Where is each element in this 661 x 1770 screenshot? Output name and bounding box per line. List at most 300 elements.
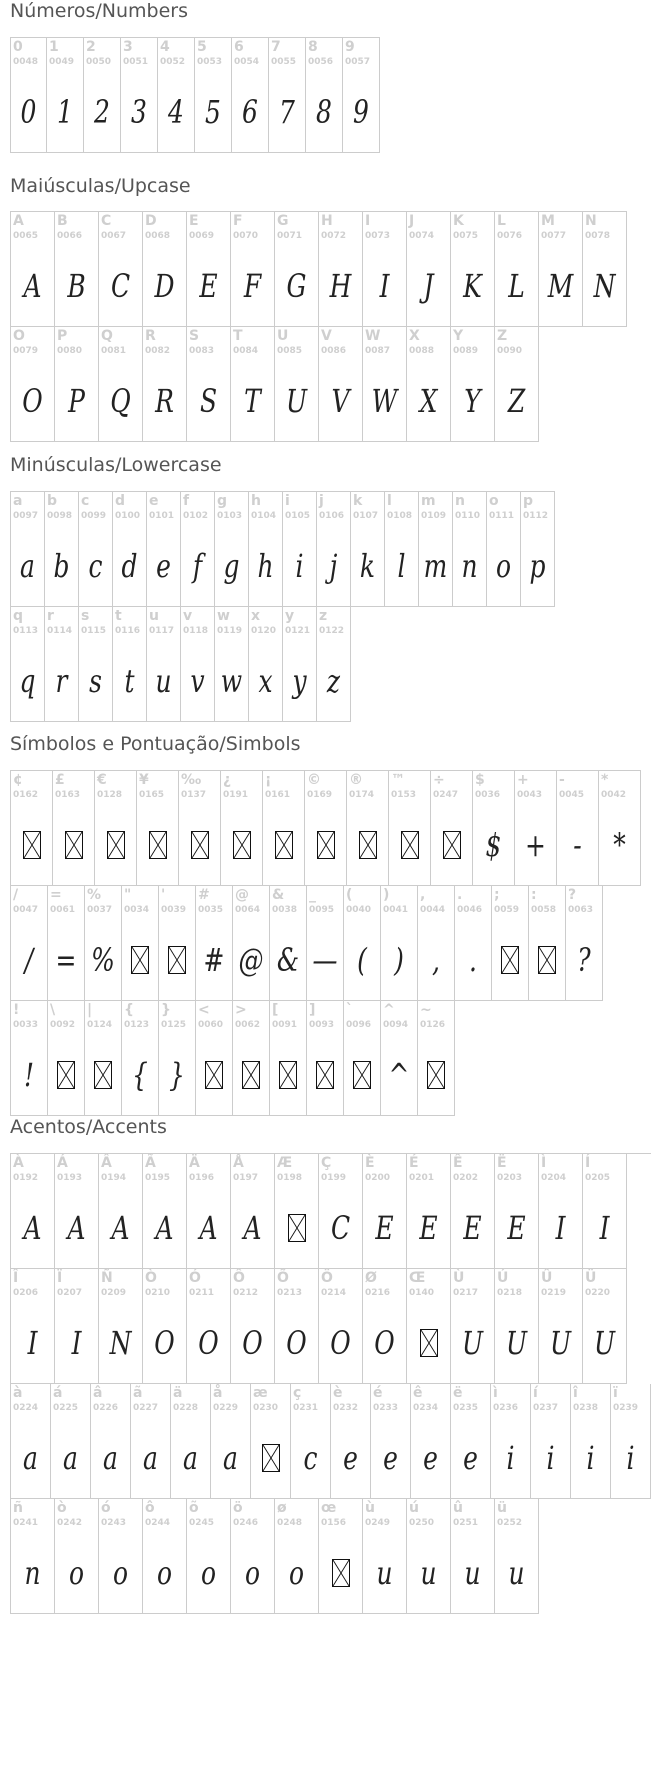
character-label: ï (613, 1385, 618, 1401)
character-code: 0250 (409, 1518, 435, 1528)
character-code: 0113 (13, 626, 39, 636)
glyph-cell-0174 (347, 771, 389, 886)
glyph-preview: { (132, 1056, 148, 1094)
character-code: 0094 (383, 1020, 409, 1030)
character-label: 8 (308, 39, 318, 55)
character-code: 0059 (494, 905, 520, 915)
character-label: E (189, 213, 199, 229)
glyph-cell-0197 (231, 1154, 275, 1269)
character-label: a (13, 493, 23, 509)
character-code: 0081 (101, 346, 127, 356)
glyph-cell-0049 (47, 38, 84, 153)
glyph-cell-0106 (317, 492, 351, 607)
character-code: 0114 (47, 626, 73, 636)
character-code: 0161 (265, 790, 291, 800)
character-label: r (47, 608, 54, 624)
glyph-cell-0206 (11, 1269, 55, 1384)
glyph-cell-0220 (583, 1269, 627, 1384)
character-code: 0039 (161, 905, 187, 915)
character-code: 0228 (173, 1403, 199, 1413)
character-code: 0204 (541, 1173, 567, 1183)
glyph-cell-0050 (84, 38, 121, 153)
character-label: g (217, 493, 228, 509)
character-label: À (13, 1155, 24, 1171)
glyph-preview: X (419, 382, 438, 420)
glyph-cell-0058 (529, 886, 566, 1001)
character-code: 0233 (373, 1403, 399, 1413)
character-code: 0082 (145, 346, 171, 356)
character-code: 0224 (13, 1403, 39, 1413)
glyph-preview: e (156, 547, 171, 585)
glyph-cell-0227 (131, 1384, 171, 1499)
character-code: 0050 (86, 57, 112, 67)
character-code: 0052 (160, 57, 186, 67)
glyph-cell-0229 (211, 1384, 251, 1499)
character-code: 0092 (50, 1020, 76, 1030)
glyph-cell-0105 (283, 492, 317, 607)
character-label: Ä (189, 1155, 200, 1171)
missing-glyph-icon (168, 946, 186, 974)
glyph-preview: 5 (205, 93, 221, 131)
character-label: # (198, 887, 210, 903)
glyph-preview: G (286, 267, 307, 305)
character-code: 0200 (365, 1173, 391, 1183)
character-code: 0169 (307, 790, 333, 800)
character-label: J (409, 213, 415, 229)
character-label: £ (55, 772, 65, 788)
character-code: 0058 (531, 905, 557, 915)
glyph-preview: A (111, 1209, 130, 1247)
character-label: Ô (233, 1270, 245, 1286)
glyph-preview: c (303, 1439, 318, 1477)
glyph-cell-0191 (221, 771, 263, 886)
character-label: ‰ (181, 772, 202, 788)
glyph-preview: B (67, 267, 86, 305)
glyph-cell-0111 (487, 492, 521, 607)
character-label: H (321, 213, 333, 229)
glyph-preview: e (343, 1439, 358, 1477)
glyph-preview: u (508, 1554, 525, 1592)
character-code: 0049 (49, 57, 75, 67)
character-code: 0067 (101, 231, 127, 241)
character-code: 0062 (235, 1020, 261, 1030)
character-label: D (145, 213, 157, 229)
glyph-preview: k (359, 547, 376, 585)
character-label: ¡ (265, 772, 272, 788)
character-code: 0241 (13, 1518, 39, 1528)
character-label: € (97, 772, 107, 788)
glyph-cell-0226 (91, 1384, 131, 1499)
glyph-preview: o (495, 547, 512, 585)
missing-glyph-icon (443, 831, 461, 859)
glyph-preview: T (244, 382, 261, 420)
character-code: 0057 (345, 57, 371, 67)
glyph-cell-0084 (231, 327, 275, 442)
character-label: ; (494, 887, 500, 903)
missing-glyph-icon (191, 831, 209, 859)
glyph-cell-0054 (232, 38, 269, 153)
character-code: 0230 (253, 1403, 279, 1413)
glyph-cell-0077 (539, 212, 583, 327)
character-label: 6 (234, 39, 244, 55)
glyph-cell-0203 (495, 1154, 539, 1269)
character-code: 0091 (272, 1020, 298, 1030)
character-label: ü (497, 1500, 507, 1516)
glyph-cell-0163 (53, 771, 95, 886)
character-label: Ø (365, 1270, 377, 1286)
character-label: _ (309, 887, 316, 903)
glyph-cell-0238 (571, 1384, 611, 1499)
glyph-preview: ) (394, 941, 404, 979)
glyph-cell-0114 (45, 607, 79, 722)
character-label: ñ (13, 1500, 23, 1516)
character-code: 0055 (271, 57, 297, 67)
character-label: ) (383, 887, 390, 903)
character-code: 0117 (149, 626, 175, 636)
character-label: G (277, 213, 289, 229)
character-label: Ì (541, 1155, 547, 1171)
character-code: 0125 (161, 1020, 187, 1030)
glyph-preview: z (326, 662, 341, 700)
character-label: Ö (321, 1270, 333, 1286)
glyph-preview: I (27, 1324, 38, 1362)
glyph-cell-0237 (531, 1384, 571, 1499)
character-label: ¿ (223, 772, 232, 788)
character-code: 0080 (57, 346, 83, 356)
character-code: 0064 (235, 905, 261, 915)
character-label: 5 (197, 39, 207, 55)
glyph-preview: 1 (57, 93, 73, 131)
glyph-cell-0210 (143, 1269, 187, 1384)
glyph-cell-0116 (113, 607, 147, 722)
glyph-preview: — (312, 941, 338, 979)
glyph-cell-0161 (263, 771, 305, 886)
character-label: q (13, 608, 24, 624)
glyph-preview: E (199, 267, 218, 305)
glyph-preview: a (223, 1439, 238, 1477)
glyph-preview: r (55, 662, 68, 700)
glyph-preview: V (331, 382, 350, 420)
character-label: â (93, 1385, 103, 1401)
character-code: 0069 (189, 231, 215, 241)
glyph-preview: c (88, 547, 103, 585)
character-label: [ (272, 1002, 279, 1018)
character-label: ^ (383, 1002, 395, 1018)
glyph-preview: H (329, 267, 352, 305)
character-label: / (13, 887, 19, 903)
character-code: 0079 (13, 346, 39, 356)
glyph-cell-0235 (451, 1384, 491, 1499)
glyph-cell-0194 (99, 1154, 143, 1269)
character-label: î (573, 1385, 578, 1401)
character-code: 0174 (349, 790, 375, 800)
glyph-preview: o (200, 1554, 217, 1592)
glyph-preview: O (286, 1324, 307, 1362)
glyph-cell-0039 (159, 886, 196, 1001)
character-label: ò (57, 1500, 67, 1516)
glyph-cell-0035 (196, 886, 233, 1001)
glyph-cell-0074 (407, 212, 451, 327)
glyph-cell-0100 (113, 492, 147, 607)
character-code: 0045 (559, 790, 585, 800)
glyph-cell-0207 (55, 1269, 99, 1384)
glyph-preview: A (23, 267, 42, 305)
character-code: 0245 (189, 1518, 215, 1528)
character-label: Å (233, 1155, 244, 1171)
glyph-preview: E (419, 1209, 438, 1247)
character-label: Z (497, 328, 508, 344)
missing-glyph-icon (316, 1061, 334, 1089)
glyph-cell-0073 (363, 212, 407, 327)
glyph-cell-0201 (407, 1154, 451, 1269)
character-label: Q (101, 328, 113, 344)
glyph-cell-0068 (143, 212, 187, 327)
missing-glyph-icon (23, 831, 41, 859)
glyph-preview: P (68, 382, 85, 420)
character-label: O (13, 328, 25, 344)
glyph-cell-0113 (11, 607, 45, 722)
character-label: Ò (145, 1270, 157, 1286)
glyph-preview: I (555, 1209, 566, 1247)
character-label: ¥ (139, 772, 149, 788)
glyph-cell-0115 (79, 607, 113, 722)
character-code: 0227 (133, 1403, 159, 1413)
glyph-preview: 4 (168, 93, 184, 131)
character-label: 3 (123, 39, 133, 55)
glyph-cell-0043 (515, 771, 557, 886)
glyph-preview: e (383, 1439, 398, 1477)
character-code: 0119 (217, 626, 243, 636)
character-label: V (321, 328, 332, 344)
character-label: < (198, 1002, 210, 1018)
character-label: ê (413, 1385, 423, 1401)
glyph-preview: p (529, 547, 546, 585)
glyph-cell-0193 (55, 1154, 99, 1269)
glyph-preview: R (155, 382, 174, 420)
character-code: 0246 (233, 1518, 259, 1528)
glyph-cell-0036 (473, 771, 515, 886)
missing-glyph-icon (131, 946, 149, 974)
glyph-cell-0205 (583, 1154, 627, 1269)
character-label: ÷ (433, 772, 445, 788)
missing-glyph-icon (57, 1061, 75, 1089)
character-code: 0074 (409, 231, 435, 241)
glyph-row (11, 1499, 651, 1614)
glyph-cell-0239 (611, 1384, 651, 1499)
character-code: 0041 (383, 905, 409, 915)
character-label: Ú (497, 1270, 509, 1286)
glyph-preview: h (257, 547, 274, 585)
glyph-cell-0112 (521, 492, 555, 607)
character-code: 0217 (453, 1288, 479, 1298)
glyph-preview: $ (485, 826, 502, 864)
glyph-cell-0225 (51, 1384, 91, 1499)
missing-glyph-icon (317, 831, 335, 859)
character-code: 0249 (365, 1518, 391, 1528)
glyph-cell-0209 (99, 1269, 143, 1384)
glyph-cell-0140 (407, 1269, 451, 1384)
character-label: } (161, 1002, 171, 1018)
section-title: Maiúsculas/Upcase (10, 175, 191, 197)
character-code: 0073 (365, 231, 391, 241)
character-code: 0229 (213, 1403, 239, 1413)
character-label: œ (321, 1500, 337, 1516)
character-code: 0242 (57, 1518, 83, 1528)
glyph-preview: ( (357, 941, 367, 979)
glyph-preview: l (397, 547, 406, 585)
glyph-cell-0218 (495, 1269, 539, 1384)
glyph-preview: L (508, 267, 525, 305)
glyph-cell-0109 (419, 492, 453, 607)
glyph-row (11, 212, 627, 327)
missing-glyph-icon (107, 831, 125, 859)
glyph-cell-0067 (99, 212, 143, 327)
glyph-cell-0104 (249, 492, 283, 607)
character-code: 0110 (455, 511, 481, 521)
glyph-cell-0126 (418, 1001, 455, 1116)
character-code: 0093 (309, 1020, 335, 1030)
glyph-preview: 0 (20, 93, 37, 131)
glyph-cell-0059 (492, 886, 529, 1001)
glyph-cell-0230 (251, 1384, 291, 1499)
character-label: å (213, 1385, 223, 1401)
character-label: e (149, 493, 159, 509)
character-label: ¢ (13, 772, 23, 788)
glyph-preview: U (505, 1324, 528, 1362)
glyph-preview: a (63, 1439, 78, 1477)
character-label: ì (493, 1385, 498, 1401)
glyph-preview: 6 (242, 93, 258, 131)
glyph-preview: A (155, 1209, 174, 1247)
glyph-grid (10, 770, 641, 1116)
glyph-cell-0078 (583, 212, 627, 327)
glyph-cell-0075 (451, 212, 495, 327)
glyph-preview: g (223, 547, 240, 585)
character-code: 0214 (321, 1288, 347, 1298)
character-label: K (453, 213, 464, 229)
character-code: 0070 (233, 231, 259, 241)
character-code: 0231 (293, 1403, 319, 1413)
glyph-cell-0217 (451, 1269, 495, 1384)
character-code: 0247 (433, 790, 459, 800)
character-label: l (387, 493, 392, 509)
glyph-grid (10, 1153, 651, 1614)
character-code: 0035 (198, 905, 224, 915)
character-code: 0194 (101, 1173, 127, 1183)
character-label: c (81, 493, 90, 509)
glyph-preview: & (276, 941, 300, 979)
glyph-cell-0245 (187, 1499, 231, 1614)
character-label: ç (293, 1385, 302, 1401)
character-code: 0051 (123, 57, 149, 67)
glyph-preview: o (112, 1554, 129, 1592)
glyph-preview: b (53, 547, 70, 585)
character-label: y (285, 608, 295, 624)
character-label: ø (277, 1500, 287, 1516)
character-label: @ (235, 887, 249, 903)
glyph-preview: u (376, 1554, 393, 1592)
missing-glyph-icon (359, 831, 377, 859)
glyph-preview: x (258, 662, 273, 700)
glyph-preview: . (469, 941, 477, 979)
character-label: á (53, 1385, 63, 1401)
character-label: Æ (277, 1155, 293, 1171)
glyph-preview: D (154, 267, 175, 305)
character-label: k (353, 493, 363, 509)
character-label: P (57, 328, 68, 344)
character-code: 0201 (409, 1173, 435, 1183)
character-code: 0106 (319, 511, 345, 521)
glyph-cell-0034 (122, 886, 159, 1001)
glyph-preview: A (243, 1209, 262, 1247)
glyph-preview: * (613, 826, 626, 864)
missing-glyph-icon (538, 946, 556, 974)
character-code: 0238 (573, 1403, 599, 1413)
character-code: 0195 (145, 1173, 171, 1183)
glyph-preview: a (23, 1439, 38, 1477)
character-code: 0033 (13, 1020, 39, 1030)
missing-glyph-icon (233, 831, 251, 859)
character-code: 0128 (97, 790, 123, 800)
glyph-cell-0224 (11, 1384, 51, 1499)
character-label: Ù (453, 1270, 465, 1286)
glyph-cell-0228 (171, 1384, 211, 1499)
character-code: 0237 (533, 1403, 559, 1413)
missing-glyph-icon (205, 1061, 223, 1089)
character-label: Ê (453, 1155, 463, 1171)
character-code: 0162 (13, 790, 39, 800)
glyph-grid (10, 211, 627, 442)
character-code: 0095 (309, 905, 335, 915)
character-label: i (285, 493, 290, 509)
glyph-preview: a (20, 547, 35, 585)
glyph-preview: 9 (353, 93, 369, 131)
character-label: d (115, 493, 126, 509)
character-code: 0225 (53, 1403, 79, 1413)
glyph-preview: A (199, 1209, 218, 1247)
glyph-preview: u (155, 662, 172, 700)
character-code: 0084 (233, 346, 259, 356)
glyph-cell-0137 (179, 771, 221, 886)
character-label: F (233, 213, 243, 229)
character-label: T (233, 328, 243, 344)
glyph-cell-0085 (275, 327, 319, 442)
glyph-preview: } (169, 1056, 185, 1094)
character-code: 0232 (333, 1403, 359, 1413)
glyph-cell-0093 (307, 1001, 344, 1116)
glyph-preview: i (546, 1439, 555, 1477)
character-label: : (531, 887, 537, 903)
character-code: 0108 (387, 511, 413, 521)
glyph-preview: 3 (131, 93, 147, 131)
glyph-preview: A (67, 1209, 86, 1247)
glyph-cell-0249 (363, 1499, 407, 1614)
glyph-preview: n (461, 547, 478, 585)
character-code: 0191 (223, 790, 249, 800)
character-label: è (333, 1385, 343, 1401)
glyph-cell-0094 (381, 1001, 418, 1116)
character-label: p (523, 493, 534, 509)
glyph-cell-0048 (11, 38, 47, 153)
character-code: 0077 (541, 231, 567, 241)
character-label: ã (133, 1385, 143, 1401)
character-code: 0213 (277, 1288, 303, 1298)
character-label: W (365, 328, 381, 344)
glyph-preview: I (71, 1324, 82, 1362)
glyph-preview: d (121, 547, 138, 585)
glyph-cell-0080 (55, 327, 99, 442)
character-code: 0037 (87, 905, 113, 915)
